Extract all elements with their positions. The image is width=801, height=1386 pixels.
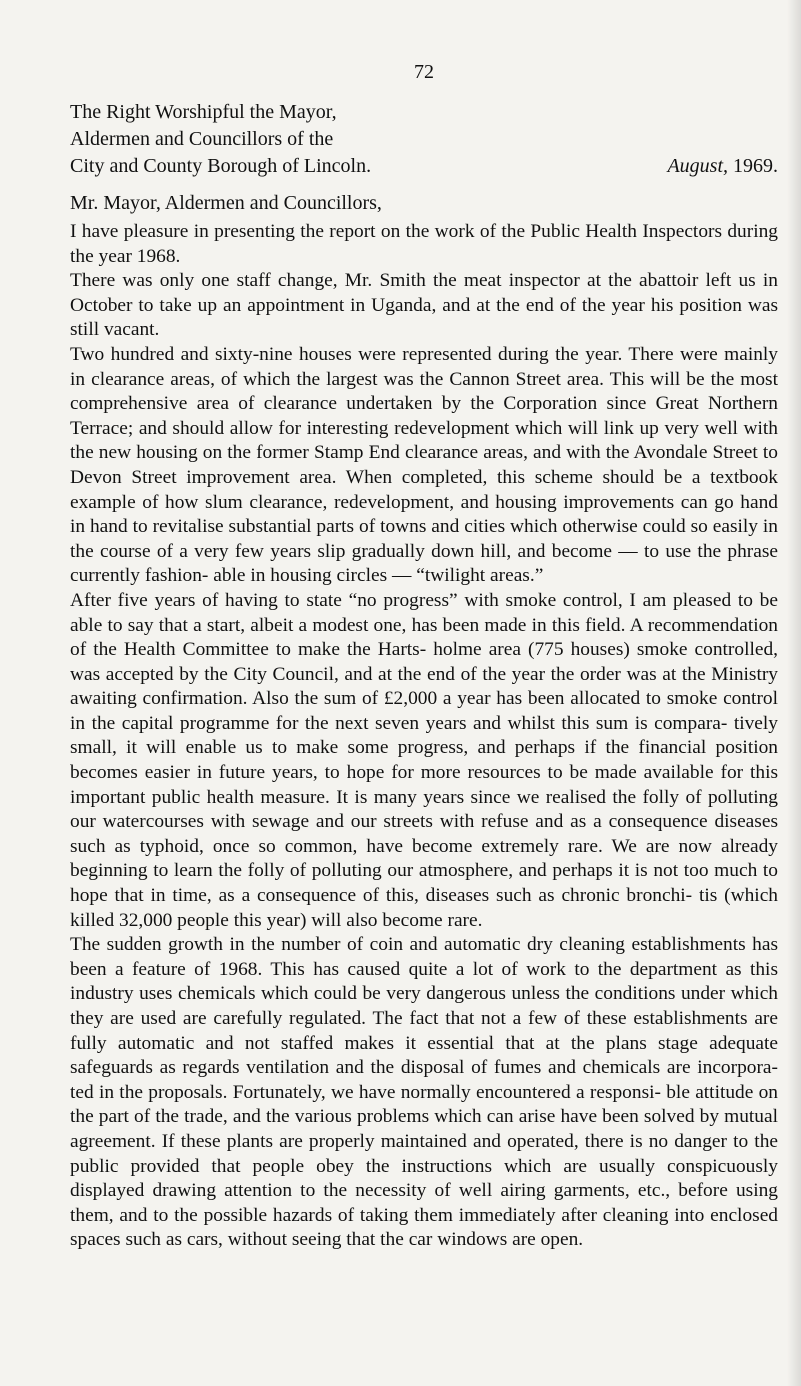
letter-date-month: August, (667, 155, 728, 177)
letter-body (70, 220, 778, 1253)
address-line-3: City and County Borough of Lincoln. (70, 155, 372, 177)
paragraph-5: The sudden growth in the number of coin and automatic dry cleaning establishments has been a feature of 1968. This has caused quite a lot of work to the department as this industry uses chemicals which could be very dangerous unless the conditions under which they are used are carefully regulated. The fact that not a few of these establishments are fully automatic and not staffed makes it essential that at the plans stage adequate safeguards as regards ventilation and the disposal of fumes and chemicals are incorpora- ted in the proposals. Fortunately, we have normally encountered a responsi- ble attitude on the part of the trade, and the various problems which can arise have been solved by mutual agreement. If these plants are properly maintained and operated, there is no danger to the public provided that people obey the instructions which are usually conspicuously displayed drawing attention to the necessity of well airing garments, etc., before using them, and to the possible hazards of taking them immediately after cleaning into enclosed spaces such as cars, without seeing that the car windows are open. (70, 934, 778, 1251)
page-number: 72 (414, 61, 434, 83)
paragraph-4: After five years of having to state “no progress” with smoke control, I am pleased to be able to say that a start, albeit a modest one, has been made in this field. A recommendation of the Health Committee to make the Harts- holme area (775 houses) smoke controlled, was accepted by the City Council, and at the end of the year the order was at the Ministry awaiting confirmation. Also the sum of £2,000 a year has been allocated to smoke control in the capital programme for the next seven years and whilst this sum is compara- tively small, it will enable us to make some progress, and perhaps if the financial position becomes easier in future years, to hope for more resources to be made available for this important public health measure. It is many years since we realised the folly of polluting our watercourses with sewage and our streets with refuse and as a consequence diseases such as typhoid, once so common, have become extremely rare. We are now already beginning to learn the folly of polluting our atmosphere, and perhaps it is not too much to hope that in time, as a consequence of this, diseases such as chronic bronchi- tis (which killed 32,000 people this year) will also become rare. (70, 589, 778, 931)
address-line-2: Aldermen and Councillors of the (70, 128, 334, 150)
paragraph-2: There was only one staff change, Mr. Smith the meat inspector at the abattoir left us in October to take up an appointment in Uganda, and at the end of the year his position was still vacant. (70, 270, 778, 341)
letter-date (667, 153, 778, 180)
address-line-3-row (70, 153, 778, 180)
paragraph-1: I have pleasure in presenting the report on the work of the Public Health Inspectors during the year 1968. (70, 221, 778, 267)
address-line-1: The Right Worshipful the Mayor, (70, 101, 337, 123)
salutation: Mr. Mayor, Aldermen and Councillors, (70, 192, 382, 214)
letter-date-year: 1969. (728, 155, 778, 177)
page-edge-shadow (787, 0, 801, 1386)
address-block (70, 99, 778, 180)
paragraph-3: Two hundred and sixty-nine houses were represented during the year. There were mainly in clearance areas, of which the largest was the Cannon Street area. This will be the most comprehensive area of clearance undertaken by the Corporation since Great Northern Terrace; and should allow for interesting redevelopment which will link up very well with the new housing on the former Stamp End clearance areas, and with the Avondale Street to Devon Street improvement area. When completed, this scheme should be a textbook example of how slum clearance, redevelopment, and housing improvements can go hand in hand to revitalise substantial parts of towns and cities which otherwise could so easily in the course of a very few years slip gradually down hill, and become — to use the phrase currently fashion- able in housing circles — “twilight areas.” (70, 343, 778, 587)
